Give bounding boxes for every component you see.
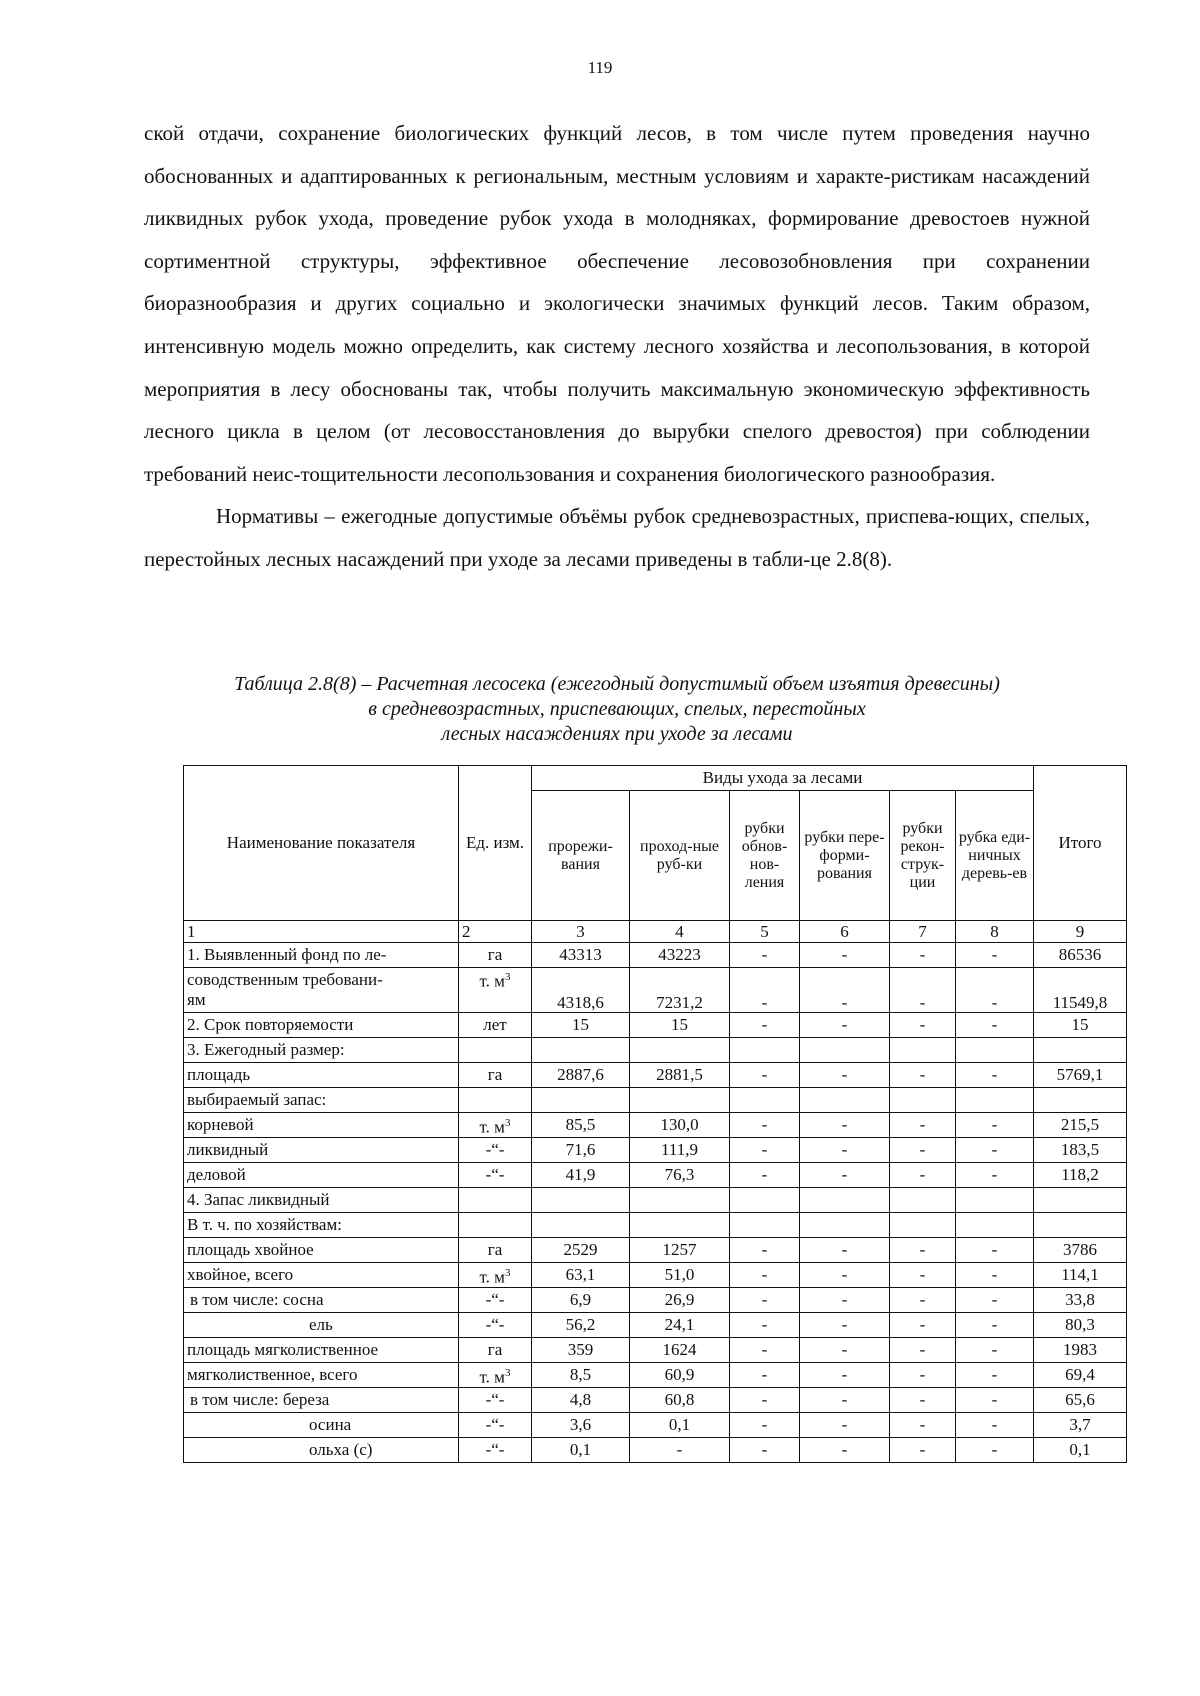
table-row-fund-area xyxy=(184,943,1127,968)
value-cell: 1983 xyxy=(1034,1338,1127,1363)
row-unit xyxy=(459,1288,532,1313)
value-cell: - xyxy=(890,1388,956,1413)
value-cell: - xyxy=(730,1163,800,1188)
table-row xyxy=(184,1188,1127,1213)
value-cell xyxy=(800,1088,890,1113)
colnum-3: 3 xyxy=(532,921,630,943)
colnum-1: 1 xyxy=(184,921,459,943)
row-label: 3. Ежегодный размер: xyxy=(184,1038,459,1063)
value-cell: - xyxy=(956,1313,1034,1338)
value-cell: - xyxy=(800,1363,890,1388)
value-cell: - xyxy=(800,1113,890,1138)
value-cell xyxy=(630,1088,730,1113)
colnum-8: 8 xyxy=(956,921,1034,943)
header-name: Наименование показателя xyxy=(184,766,459,921)
value-cell: 0,1 xyxy=(1034,1438,1127,1463)
fund-label-1: 1. Выявленный фонд по ле- xyxy=(184,943,459,968)
value-cell: 2887,6 xyxy=(532,1063,630,1088)
value-cell: 359 xyxy=(532,1338,630,1363)
value-cell: - xyxy=(890,1438,956,1463)
value-cell: 118,2 xyxy=(1034,1163,1127,1188)
table-row xyxy=(184,1063,1127,1088)
header-unit: Ед. изм. xyxy=(459,766,532,921)
value-cell: - xyxy=(890,1238,956,1263)
caption-line-2: в средневозрастных, приспевающих, спелых, перестойных xyxy=(368,698,866,720)
row-label: ольха (с) xyxy=(184,1438,459,1463)
value-cell: - xyxy=(800,1413,890,1438)
value-cell: - xyxy=(730,1013,800,1038)
value-cell: - xyxy=(800,1338,890,1363)
value-cell: 3,7 xyxy=(1034,1413,1127,1438)
value-cell xyxy=(532,1088,630,1113)
row-unit xyxy=(459,1163,532,1188)
column-number-row xyxy=(184,921,1127,943)
value-cell xyxy=(532,1188,630,1213)
value-cell: 60,9 xyxy=(630,1363,730,1388)
header-col-single-trees: рубка еди-ничных деревь-ев xyxy=(956,791,1034,921)
value-cell: - xyxy=(890,1013,956,1038)
value-cell: 3,6 xyxy=(532,1413,630,1438)
row-unit xyxy=(459,1413,532,1438)
header-col-reformation: рубки пере-форми-рования xyxy=(800,791,890,921)
unit-text: -“- xyxy=(485,1140,505,1159)
colnum-5: 5 xyxy=(730,921,800,943)
colnum-6: 6 xyxy=(800,921,890,943)
value-cell xyxy=(1034,1038,1127,1063)
value-cell xyxy=(890,1038,956,1063)
row-unit xyxy=(459,1263,532,1288)
value-cell xyxy=(800,1188,890,1213)
fund-cell: - xyxy=(890,968,956,1013)
value-cell: - xyxy=(890,1163,956,1188)
fund-cell: - xyxy=(800,968,890,1013)
value-cell: 2529 xyxy=(532,1238,630,1263)
value-cell: - xyxy=(956,1263,1034,1288)
value-cell: 0,1 xyxy=(630,1413,730,1438)
value-cell xyxy=(956,1038,1034,1063)
value-cell xyxy=(956,1213,1034,1238)
value-cell: 65,6 xyxy=(1034,1388,1127,1413)
value-cell xyxy=(800,1038,890,1063)
table-row xyxy=(184,1088,1127,1113)
table-row xyxy=(184,1263,1127,1288)
value-cell xyxy=(1034,1213,1127,1238)
fund-unit-2 xyxy=(459,968,532,1013)
value-cell: 215,5 xyxy=(1034,1113,1127,1138)
fund-cell: - xyxy=(956,943,1034,968)
row-unit xyxy=(459,1113,532,1138)
value-cell: - xyxy=(730,1138,800,1163)
row-unit xyxy=(459,1338,532,1363)
row-unit xyxy=(459,1213,532,1238)
value-cell: 6,9 xyxy=(532,1288,630,1313)
value-cell: 80,3 xyxy=(1034,1313,1127,1338)
value-cell: - xyxy=(730,1263,800,1288)
row-label: осина xyxy=(184,1413,459,1438)
value-cell: 5769,1 xyxy=(1034,1063,1127,1088)
value-cell xyxy=(956,1188,1034,1213)
row-unit xyxy=(459,1038,532,1063)
table-row-fund-volume xyxy=(184,968,1127,1013)
table-row xyxy=(184,1413,1127,1438)
value-cell: 60,8 xyxy=(630,1388,730,1413)
row-label: ликвидный xyxy=(184,1138,459,1163)
value-cell: - xyxy=(800,1238,890,1263)
value-cell: 15 xyxy=(532,1013,630,1038)
row-unit xyxy=(459,1138,532,1163)
value-cell: - xyxy=(956,1288,1034,1313)
value-cell: - xyxy=(956,1138,1034,1163)
row-unit xyxy=(459,1013,532,1038)
table-row xyxy=(184,1138,1127,1163)
fund-cell: - xyxy=(956,968,1034,1013)
value-cell: 85,5 xyxy=(532,1113,630,1138)
value-cell: - xyxy=(800,1313,890,1338)
value-cell: 0,1 xyxy=(532,1438,630,1463)
table-row xyxy=(184,1013,1127,1038)
value-cell: 130,0 xyxy=(630,1113,730,1138)
value-cell: - xyxy=(800,1288,890,1313)
value-cell: - xyxy=(956,1013,1034,1038)
value-cell: 71,6 xyxy=(532,1138,630,1163)
table-row xyxy=(184,1313,1127,1338)
row-label: площадь мягколиственное xyxy=(184,1338,459,1363)
value-cell: - xyxy=(890,1113,956,1138)
value-cell: - xyxy=(956,1163,1034,1188)
value-cell: - xyxy=(890,1263,956,1288)
value-cell: - xyxy=(730,1388,800,1413)
value-cell xyxy=(630,1188,730,1213)
value-cell: - xyxy=(730,1338,800,1363)
table-row xyxy=(184,1213,1127,1238)
value-cell xyxy=(890,1088,956,1113)
value-cell: - xyxy=(730,1438,800,1463)
row-label: В т. ч. по хозяйствам: xyxy=(184,1213,459,1238)
row-label: в том числе: сосна xyxy=(184,1288,459,1313)
value-cell: - xyxy=(890,1313,956,1338)
header-col-reconstruction: рубки рекон-струк-ции xyxy=(890,791,956,921)
row-unit xyxy=(459,1363,532,1388)
header-col-renewal: рубки обнов-нов-ления xyxy=(730,791,800,921)
table-row xyxy=(184,1038,1127,1063)
value-cell: - xyxy=(890,1338,956,1363)
unit-text: -“- xyxy=(485,1315,505,1334)
unit-text: т. м xyxy=(479,1267,505,1287)
row-label: площадь xyxy=(184,1063,459,1088)
fund-cell: - xyxy=(730,943,800,968)
value-cell: 33,8 xyxy=(1034,1288,1127,1313)
row-label: хвойное, всего xyxy=(184,1263,459,1288)
value-cell: - xyxy=(730,1063,800,1088)
value-cell: 114,1 xyxy=(1034,1263,1127,1288)
row-label: выбираемый запас: xyxy=(184,1088,459,1113)
value-cell: - xyxy=(956,1438,1034,1463)
unit-text: т. м xyxy=(479,1117,505,1137)
paragraph-1: ской отдачи, сохранение биологических функций лесов, в том числе путем проведения научно обоснованных и адаптированных к региональным, местным условиям и характе-ристикам насаждений ликвидных рубок ухода, проведение рубок ухода в молодняках, формирование древостоев нужной сортиментной структуры, эффективное обеспечение лесовозобновления при сохранении биоразнообразия и других социально и экологически значимых функций лесов. Таким образом, интенсивную модель можно определить, как систему лесного хозяйства и лесопользования, в которой мероприятия в лесу обоснованы так, чтобы получить максимальную экономическую эффективность лесного цикла в целом (от лесовосстановления до вырубки спелого древостоя) при соблюдении требований неис-тощительности лесопользования и сохранения биологического разнообразия. xyxy=(144,121,1090,486)
value-cell: - xyxy=(956,1413,1034,1438)
fund-label-line-2: соводственным требовани- xyxy=(187,970,383,989)
value-cell xyxy=(730,1213,800,1238)
paragraph-2: Нормативы – ежегодные допустимые объёмы рубок средневозрастных, приспева-ющих, спелых, перестойных лесных насаждений при уходе за лесами приведены в табли-це 2.8(8). xyxy=(144,504,1090,571)
table-body xyxy=(184,921,1127,1463)
unit-text: -“- xyxy=(485,1390,505,1409)
table-row xyxy=(184,1338,1127,1363)
value-cell: 3786 xyxy=(1034,1238,1127,1263)
unit-text: -“- xyxy=(485,1415,505,1434)
body-text xyxy=(144,112,1090,581)
value-cell xyxy=(630,1213,730,1238)
header-col-passing: проход-ные руб-ки xyxy=(630,791,730,921)
row-label: в том числе: береза xyxy=(184,1388,459,1413)
table-row xyxy=(184,1363,1127,1388)
header-col-thinning: прорежи-вания xyxy=(532,791,630,921)
fund-cell: 43313 xyxy=(532,943,630,968)
fund-cell: 86536 xyxy=(1034,943,1127,968)
value-cell: - xyxy=(800,1438,890,1463)
fund-cell: 11549,8 xyxy=(1034,968,1127,1013)
value-cell: - xyxy=(800,1263,890,1288)
table-row xyxy=(184,1438,1127,1463)
value-cell: - xyxy=(956,1363,1034,1388)
value-cell: - xyxy=(800,1388,890,1413)
value-cell: 15 xyxy=(630,1013,730,1038)
value-cell: - xyxy=(956,1388,1034,1413)
value-cell: - xyxy=(956,1338,1034,1363)
value-cell: - xyxy=(730,1113,800,1138)
unit-sup: 3 xyxy=(504,1366,511,1379)
row-label: 2. Срок повторяемости xyxy=(184,1013,459,1038)
value-cell: 63,1 xyxy=(532,1263,630,1288)
value-cell xyxy=(1034,1088,1127,1113)
header-group: Виды ухода за лесами xyxy=(532,766,1034,791)
value-cell xyxy=(730,1038,800,1063)
unit-text: га xyxy=(487,1240,503,1259)
value-cell: - xyxy=(730,1413,800,1438)
caption-line-1: Таблица 2.8(8) – Расчетная лесосека (ежегодный допустимый объем изъятия древесины) xyxy=(234,673,1000,695)
value-cell: - xyxy=(890,1413,956,1438)
value-cell xyxy=(730,1088,800,1113)
value-cell: - xyxy=(956,1238,1034,1263)
colnum-7: 7 xyxy=(890,921,956,943)
row-label: площадь хвойное xyxy=(184,1238,459,1263)
colnum-4: 4 xyxy=(630,921,730,943)
value-cell: 51,0 xyxy=(630,1263,730,1288)
value-cell: - xyxy=(956,1113,1034,1138)
row-label: мягколиственное, всего xyxy=(184,1363,459,1388)
row-unit xyxy=(459,1438,532,1463)
fund-cell: 43223 xyxy=(630,943,730,968)
unit-text: га xyxy=(487,1340,503,1359)
value-cell xyxy=(1034,1188,1127,1213)
value-cell: - xyxy=(630,1438,730,1463)
value-cell: - xyxy=(800,1063,890,1088)
unit-text: лет xyxy=(483,1015,507,1034)
value-cell: 1624 xyxy=(630,1338,730,1363)
value-cell: 183,5 xyxy=(1034,1138,1127,1163)
colnum-9: 9 xyxy=(1034,921,1127,943)
value-cell: - xyxy=(890,1363,956,1388)
value-cell: - xyxy=(730,1288,800,1313)
table-row xyxy=(184,1288,1127,1313)
value-cell: 56,2 xyxy=(532,1313,630,1338)
row-unit xyxy=(459,1063,532,1088)
value-cell: - xyxy=(730,1313,800,1338)
unit-text: т. м xyxy=(479,971,505,991)
value-cell: - xyxy=(890,1063,956,1088)
fund-cell: - xyxy=(730,968,800,1013)
page-number: 119 xyxy=(587,58,613,77)
value-cell xyxy=(890,1213,956,1238)
value-cell: - xyxy=(800,1163,890,1188)
table-row xyxy=(184,1238,1127,1263)
unit-sup: 3 xyxy=(504,1266,511,1279)
row-unit xyxy=(459,1088,532,1113)
fund-cell: 4318,6 xyxy=(532,968,630,1013)
value-cell xyxy=(800,1213,890,1238)
value-cell xyxy=(730,1188,800,1213)
value-cell: 4,8 xyxy=(532,1388,630,1413)
row-label: ель xyxy=(184,1313,459,1338)
unit-sup: 3 xyxy=(504,971,511,983)
row-unit xyxy=(459,1238,532,1263)
value-cell xyxy=(532,1213,630,1238)
value-cell: 76,3 xyxy=(630,1163,730,1188)
table-caption xyxy=(144,672,1090,747)
value-cell: - xyxy=(956,1063,1034,1088)
unit-text: га xyxy=(487,1065,503,1084)
fund-label-2 xyxy=(184,968,459,1013)
table-row xyxy=(184,1388,1127,1413)
header-total: Итого xyxy=(1034,766,1127,921)
unit-sup: 3 xyxy=(504,1116,511,1129)
table-row xyxy=(184,1113,1127,1138)
value-cell xyxy=(956,1088,1034,1113)
value-cell: 24,1 xyxy=(630,1313,730,1338)
row-unit xyxy=(459,1388,532,1413)
value-cell: 111,9 xyxy=(630,1138,730,1163)
value-cell: - xyxy=(890,1288,956,1313)
unit-text: -“- xyxy=(485,1440,505,1459)
value-cell: 41,9 xyxy=(532,1163,630,1188)
value-cell: 69,4 xyxy=(1034,1363,1127,1388)
value-cell: - xyxy=(800,1013,890,1038)
value-cell: - xyxy=(730,1363,800,1388)
value-cell xyxy=(532,1038,630,1063)
value-cell: 2881,5 xyxy=(630,1063,730,1088)
fund-cell: 7231,2 xyxy=(630,968,730,1013)
fund-label-line-3: ям xyxy=(187,990,206,1009)
unit-text: -“- xyxy=(485,1165,505,1184)
row-unit xyxy=(459,1313,532,1338)
table-row xyxy=(184,1163,1127,1188)
value-cell: 8,5 xyxy=(532,1363,630,1388)
value-cell: 1257 xyxy=(630,1238,730,1263)
fund-cell: - xyxy=(890,943,956,968)
unit-text: -“- xyxy=(485,1290,505,1309)
value-cell xyxy=(630,1038,730,1063)
row-label: 4. Запас ликвидный xyxy=(184,1188,459,1213)
value-cell: - xyxy=(890,1138,956,1163)
colnum-2: 2 xyxy=(459,921,532,943)
value-cell: 26,9 xyxy=(630,1288,730,1313)
row-unit xyxy=(459,1188,532,1213)
row-label: корневой xyxy=(184,1113,459,1138)
value-cell: - xyxy=(800,1138,890,1163)
fund-cell: - xyxy=(800,943,890,968)
value-cell: - xyxy=(730,1238,800,1263)
value-cell xyxy=(890,1188,956,1213)
fund-unit-1: га xyxy=(459,943,532,968)
unit-text: т. м xyxy=(479,1367,505,1387)
value-cell: 15 xyxy=(1034,1013,1127,1038)
row-label: деловой xyxy=(184,1163,459,1188)
caption-line-3: лесных насаждениях при уходе за лесами xyxy=(441,723,793,745)
felling-table xyxy=(183,765,1127,1463)
